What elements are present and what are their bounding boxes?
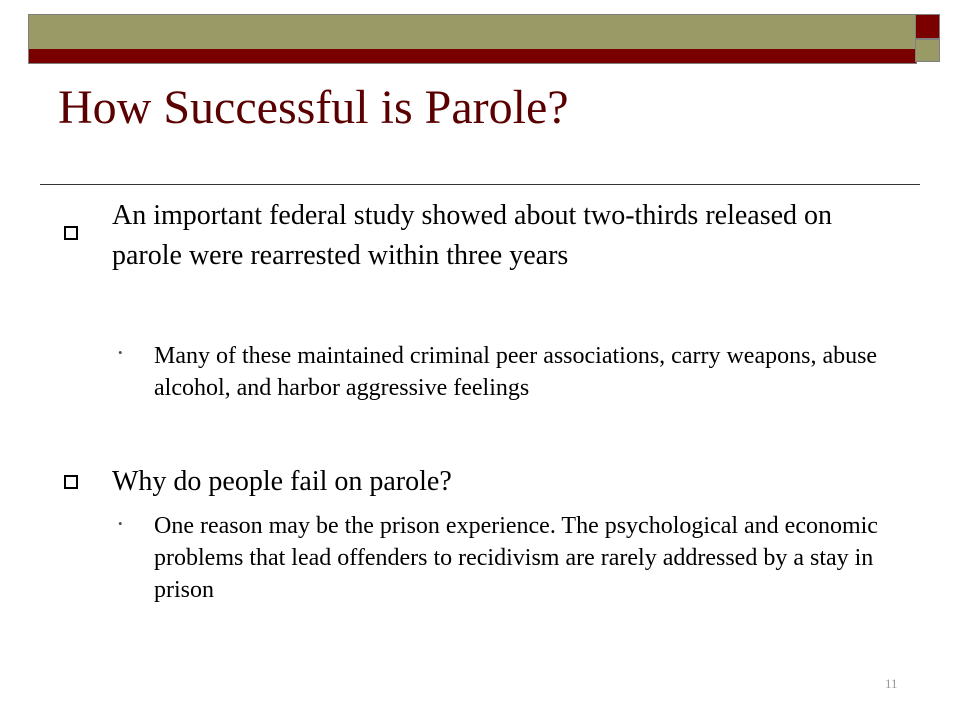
top-banner-stripe bbox=[29, 49, 916, 63]
sub-bullet-text: One reason may be the prison experience. The psychological and economic problems that lead offenders to recidivism are rarely addressed by a stay in prison bbox=[154, 513, 878, 603]
hollow-square-bullet-icon bbox=[64, 226, 78, 240]
hollow-square-bullet-icon bbox=[64, 475, 78, 489]
slide-title: How Successful is Parole? bbox=[58, 81, 569, 134]
corner-box-red bbox=[915, 14, 940, 39]
bullet-text: An important federal study showed about two-thirds released on parole were rearrested within three years bbox=[112, 200, 833, 271]
sub-bullet-text: Many of these maintained criminal peer associations, carry weapons, abuse alcohol, and harbor aggressive feelings bbox=[154, 343, 878, 401]
bullet-text: Why do people fail on parole? bbox=[112, 466, 452, 497]
title-divider bbox=[40, 184, 920, 185]
corner-box-olive bbox=[915, 39, 940, 62]
page-number: 11 bbox=[885, 676, 898, 691]
dot-bullet-icon: • bbox=[118, 516, 123, 531]
dot-bullet-icon: • bbox=[118, 345, 123, 360]
top-banner bbox=[28, 14, 917, 64]
